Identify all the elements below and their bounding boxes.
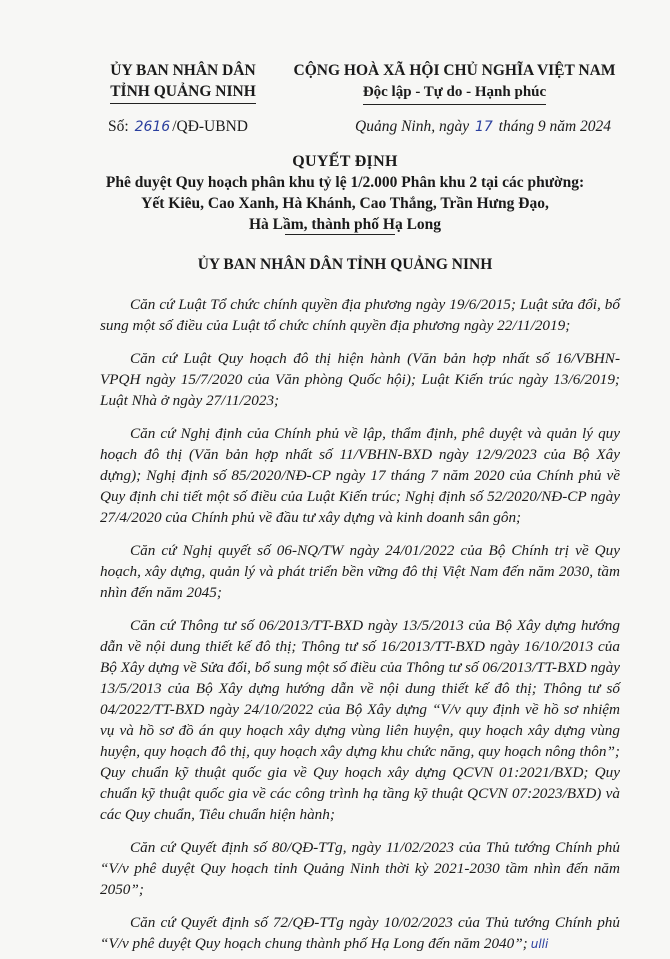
national-name: CỘNG HOÀ XÃ HỘI CHỦ NGHĨA VIỆT NAM xyxy=(293,62,616,79)
place-date-day-handwritten: 17 xyxy=(474,119,493,135)
handwritten-initials: ulli xyxy=(530,937,549,951)
issuing-authority-header xyxy=(98,60,268,104)
document-subtitle xyxy=(90,172,600,235)
paragraph: Căn cứ Luật Quy hoạch đô thị hiện hành (Văn bản hợp nhất số 16/VBHN-VPQH ngày 15/7/2020 của Văn phòng Quốc hội); Luật Kiến trúc ngày 13/6/2019; Luật Nhà ở ngày 27/11/2023; xyxy=(100,350,620,409)
subtitle-line2: Yết Kiêu, Cao Xanh, Hà Khánh, Cao Thắng, Trần Hưng Đạo, xyxy=(141,195,549,212)
paragraph-last xyxy=(100,912,620,955)
document-title: QUYẾT ĐỊNH xyxy=(292,153,398,170)
national-motto-header xyxy=(282,60,627,105)
document-body xyxy=(100,294,620,955)
subtitle-line1: Phê duyệt Quy hoạch phân khu tỷ lệ 1/2.000 Phân khu 2 tại các phường: xyxy=(105,174,585,191)
document-number-handwritten: 2616 xyxy=(134,119,171,135)
authority-heading: ỦY BAN NHÂN DÂN TỈNH QUẢNG NINH xyxy=(197,256,493,273)
subtitle-line3: Hà Lầm, thành phố Hạ Long xyxy=(248,216,442,233)
paragraph-last-text: Căn cứ Quyết định số 72/QĐ-TTg ngày 10/02/2023 của Thủ tướng Chính phủ “V/v phê duyệt Quy hoạch chung thành phố Hạ Long đến năm 2040”; xyxy=(100,914,620,952)
document-number-prefix: Số: xyxy=(108,118,129,135)
paragraph: Căn cứ Thông tư số 06/2013/TT-BXD ngày 13/5/2013 của Bộ Xây dựng hướng dẫn về nội dung thiết kế đô thị; Thông tư số 16/2013/TT-BXD ngày 16/10/2013 của Bộ Xây dựng về Sửa đổi, bổ sung một số điều của Thông tư số 06/2013/TT-BXD ngày 13/5/2013 của Bộ Xây dựng hướng dẫn về nội dung thiết kế đô thị; Thông tư số 04/2022/TT-BXD ngày 24/10/2022 của Bộ Xây dựng “V/v quy định về hồ sơ nhiệm vụ và hồ sơ đồ án quy hoạch xây dựng vùng liên huyện, quy hoạch xây dựng vùng huyện, quy hoạch đô thị, quy hoạch xây dựng khu chức năng, quy hoạch nông thôn”; Quy chuẩn kỹ thuật quốc gia về Quy hoạch xây dựng QCVN 01:2021/BXD; Quy chuẩn kỹ thuật quốc gia về các công trình hạ tầng kỹ thuật QCVN 07:2023/BXD) và các Quy chuẩn, Tiêu chuẩn hiện hành; xyxy=(100,617,620,823)
issuing-authority-line1: ỦY BAN NHÂN DÂN xyxy=(110,62,256,79)
title-divider xyxy=(285,234,395,235)
document-number-suffix: /QĐ-UBND xyxy=(172,118,248,135)
national-motto: Độc lập - Tự do - Hạnh phúc xyxy=(363,82,546,105)
paragraph: Căn cứ Nghị quyết số 06-NQ/TW ngày 24/01/2022 của Bộ Chính trị về Quy hoạch, xây dựng, quản lý và phát triển bền vững đô thị Việt Nam đến năm 2030, tầm nhìn đến năm 2045; xyxy=(100,542,620,601)
place-date-suffix: tháng 9 năm 2024 xyxy=(498,118,612,135)
paragraph: Căn cứ Luật Tổ chức chính quyền địa phương ngày 19/6/2015; Luật sửa đổi, bổ sung một số điều của Luật tổ chức chính quyền địa phương ngày 22/11/2019; xyxy=(100,296,620,334)
paragraph: Căn cứ Nghị định của Chính phủ về lập, thẩm định, phê duyệt và quản lý quy hoạch đô thị (Văn bản hợp nhất số 11/VBHN-BXD ngày 12/9/2023 của Bộ Xây dựng); Nghị định số 85/2020/NĐ-CP ngày 17 tháng 7 năm 2020 của Chính phủ về Quy định chi tiết một số điều của Luật Kiến trúc; Nghị định số 52/2020/NĐ-CP ngày 27/4/2020 của Chính phủ về đầu tư xây dựng và kinh doanh sân gôn; xyxy=(100,425,620,526)
document-number xyxy=(108,118,248,136)
place-date-prefix: Quảng Ninh, ngày xyxy=(355,118,470,135)
paragraph: Căn cứ Quyết định số 80/QĐ-TTg, ngày 11/02/2023 của Thủ tướng Chính phủ “V/v phê duyệt Quy hoạch tỉnh Quảng Ninh thời kỳ 2021-2030 tầm nhìn đến năm 2050”; xyxy=(100,839,620,898)
place-date xyxy=(355,118,611,136)
issuing-authority-line2: TỈNH QUẢNG NINH xyxy=(110,81,256,104)
